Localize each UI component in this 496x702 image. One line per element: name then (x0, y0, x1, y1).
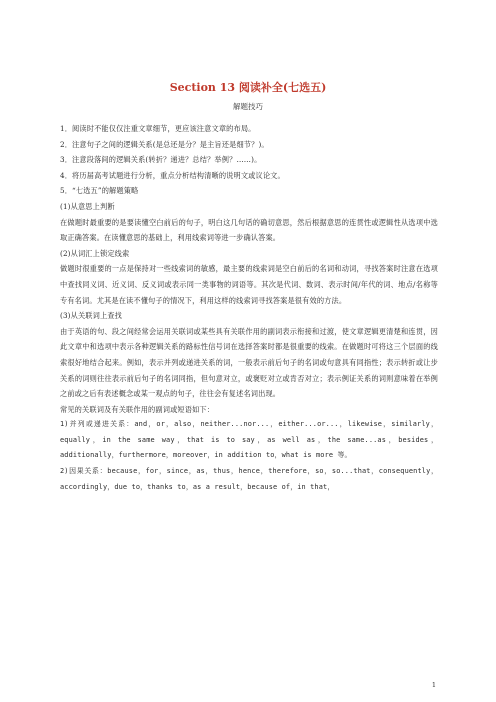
page-subtitle: 解题技巧 (233, 102, 263, 111)
page-title: Section 13 阅读补全(七选五) (169, 81, 327, 94)
tip-item: 5．“七选五”的解题策略 (60, 186, 139, 196)
tip-item: 2．注意句子之间的逻辑关系(是总还是分？是主旨还是细节？)。 (60, 139, 269, 149)
tip-item: 4．将历届高考试题进行分析，重点分析结构清晰的说明文或议论文。 (60, 170, 285, 180)
section-heading: (2)从词汇上锁定线索 (60, 248, 130, 258)
relation-item: 2)因果关系：because，for，since，as，thus，hence，therefore，so，so...that，consequently，accordingly，due to，thanks to，as a result，because of，in that， (60, 467, 438, 491)
common-intro: 常见的关联词及有关联作用的副词或短语如下： (60, 404, 215, 414)
section-text: 在做题时最重要的是要读懂空白前后的句子，明白这几句话的确切意思，然后根据意思的连贯性或逻辑性从选项中选取正确答案。在读懂意思的基础上，利用线索词等进一步确认答案。 (60, 217, 438, 243)
section-text: 做题时很重要的一点是保持对一些线索词的敏感，最主要的线索词是空白前后的名词和动词，寻找答案时注意在选项中查找同义词、近义词、反义词或表示同一类事物的词语等。其次是代词、数词、表示时间/年代的词、地点/名称等专有名词。尤其是在读不懂句子的情况下，利用这样的线索词寻找答案是很有效的方法。 (60, 264, 438, 305)
section-heading: (1)从意思上判断 (60, 201, 115, 211)
relation-item: 1)并列或递进关系：and，or，also，neither...nor...，either...or...，likewise，similarly，equally，in the same way，that is to say，as well as，the same...as，besides，additionally，furthermore，moreover，in addition to，what is more 等。 (60, 420, 438, 460)
section-text: 由于英语的句、段之间经常会运用关联词或某些具有关联作用的副词表示衔接和过渡，使文章逻辑更清楚和连贯，因此文章中和选项中表示各种逻辑关系的路标性信号词在选择答案时都是很重要的线索。在做题时可将这三个层面的线索很好地结合起来。例如，表示并列或递进关系的词，一般表示前后句子的名词或句意具有同指性；表示转折或让步关系的词则往往表示前后句子的名词同指，但句意对立，或褒贬对立或肯否对立；表示例证关系的词则意味着在举例之前或之后有表述概念或某一观点的句子，往往会有复述名词出现。 (60, 326, 438, 399)
page-number (0, 681, 496, 689)
section-heading: (3)从关联词上查找 (60, 311, 122, 321)
tip-item: 1．阅读时不能仅仅注重文章细节，更应该注意文章的布局。 (60, 124, 256, 133)
page-number-text: 1 (431, 681, 436, 689)
document-body (60, 121, 438, 495)
tip-item: 3．注意段落间的逻辑关系(转折？递进？总结？举例？……)。 (60, 155, 262, 165)
